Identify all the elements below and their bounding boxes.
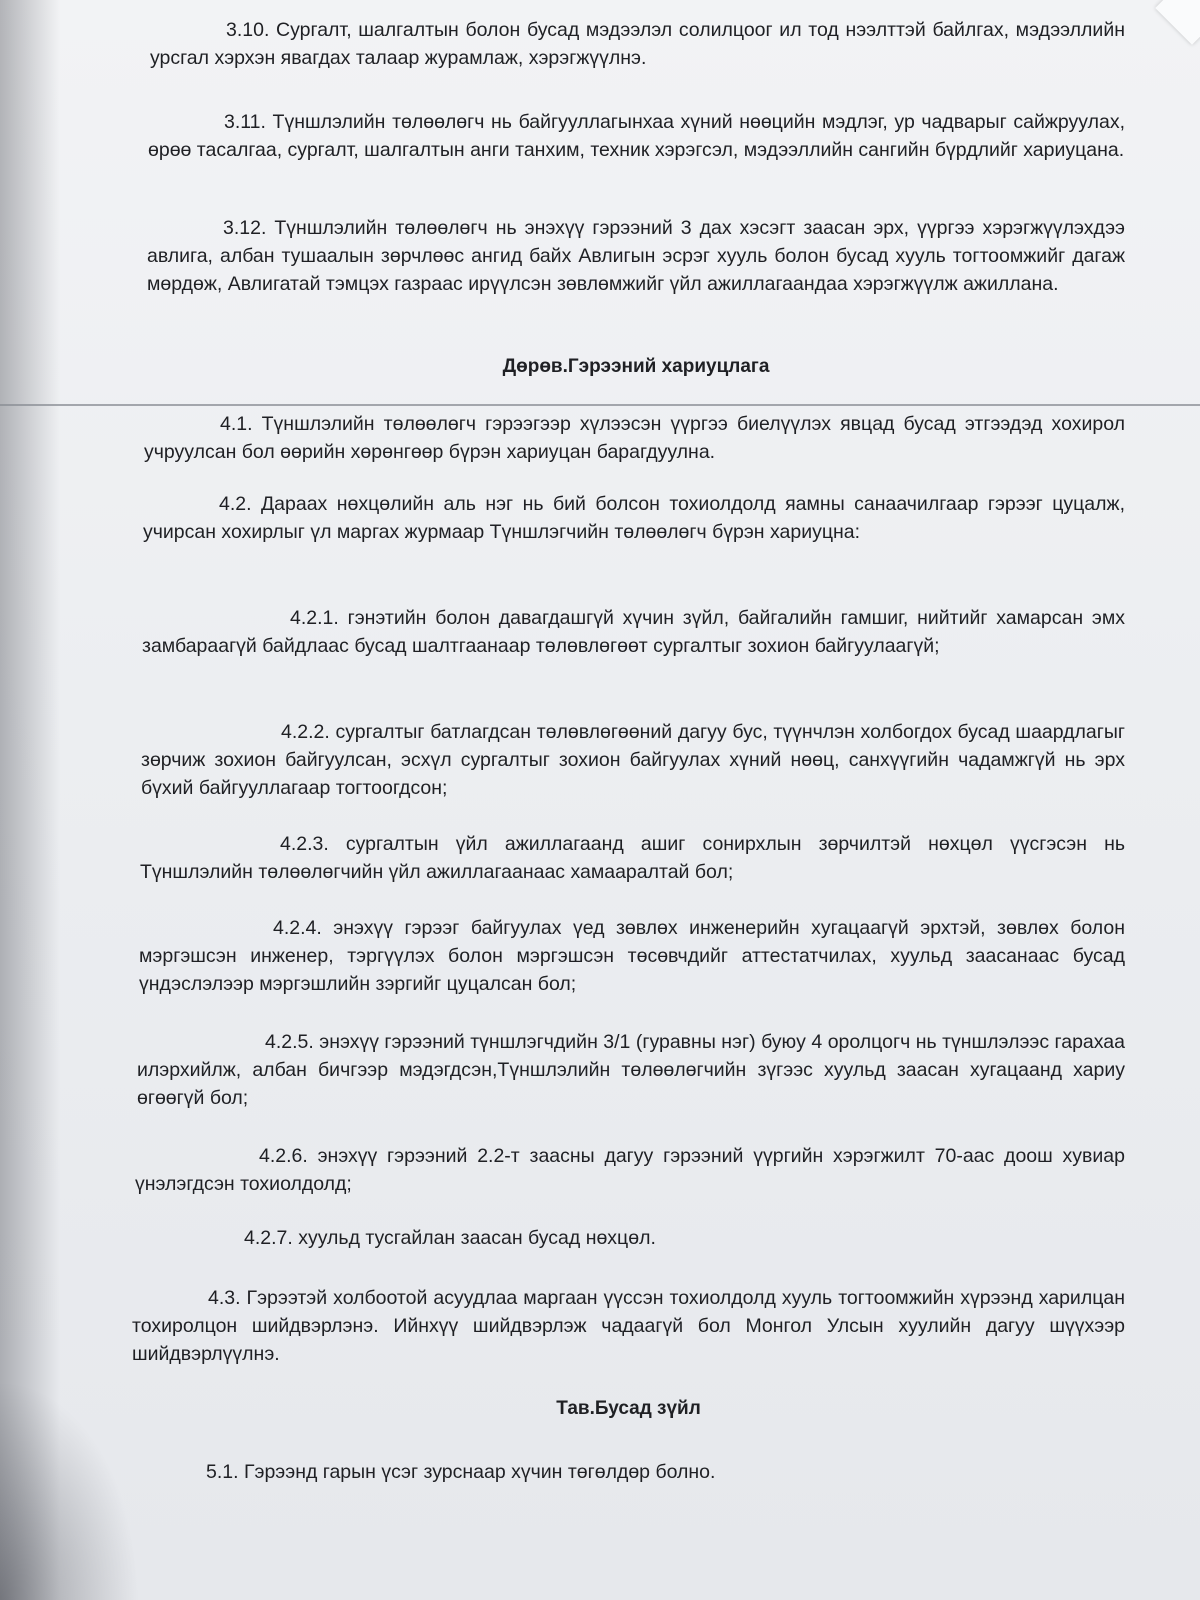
- clause-4-2-4: 4.2.4. энэхүү гэрээг байгуулах үед зөвлөх инженерийн хугацаагүй эрхтэй, зөвлөх болон мэргэшсэн инженер, тэргүүлэх болон мэргэшсэн төсөвчдийг аттестатчилах, хуульд заасанаас бусад үндэслэлээр мэргэшлийн зэргийг цуцалсан бол;: [139, 917, 1125, 995]
- page-shadow-left: [0, 0, 60, 1600]
- clause-4-2-5: 4.2.5. энэхүү гэрээний түншлэгчдийн 3/1 (гуравны нэг) буюу 4 оролцогч нь түншлэлээс гарахаа илэрхийлж, албан бичгээр мэдэгдсэн,Түншлэлийн төлөөлөгчийн зүгээс хуульд заасан хугацаанд хариу өгөөгүй бол;: [137, 1031, 1125, 1109]
- clause-3-12: 3.12. Түншлэлийн төлөөлөгч нь энэхүү гэрээний 3 дах хэсэгт заасан эрх, үүргээ хэрэгжүүлэхдээ авлига, албан тушаалын зөрчлөөс ангид байх Авлигын эсрэг хууль болон бусад хууль тогтоомжийг дагаж мөрдөж, Авлигатай тэмцэх газраас ирүүлсэн зөвлөмжийг үйл ажиллагаандаа хэрэгжүүлж ажиллана.: [147, 217, 1125, 295]
- clause-3-11: 3.11. Түншлэлийн төлөөлөгч нь байгууллагынхаа хүний нөөцийн мэдлэг, ур чадварыг сайжруулах, өрөө тасалгаа, сургалт, шалгалтын анги танхим, техник хэрэгсэл, мэдээллийн сангийн бүрдлийг хариуцана.: [148, 111, 1125, 161]
- clause-4-2-2: 4.2.2. сургалтыг батлагдсан төлөвлөгөөний дагуу бус, түүнчлэн холбогдох бусад шаардлагыг зөрчиж зохион байгуулсан, эсхүл сургалтыг зохион байгуулах хүний нөөц, санхүүгийн чадамжгүй нь эрх бүхий байгууллагаар тогтоогдсон;: [141, 721, 1125, 799]
- clause-4-2-1: 4.2.1. гэнэтийн болон давагдашгүй хүчин зүйл, байгалийн гамшиг, нийтийг хамарсан эмх замбараагүй байдлаас бусад шалтгаанаар төлөвлөгөөт сургалтыг зохион байгуулаагүй;: [142, 607, 1125, 657]
- clause-4-1: 4.1. Түншлэлийн төлөөлөгч гэрээгээр хүлээсэн үүргээ биелүүлэх явцад бусад этгээдэд хохирол учруулсан бол өөрийн хөрөнгөөр бүрэн хариуцан барагдуулна.: [144, 413, 1125, 463]
- clause-4-3: 4.3. Гэрээтэй холбоотой асуудлаа маргаан үүссэн тохиолдолд хууль тогтоомжийн хүрээнд харилцан тохиролцон шийдвэрлэнэ. Ийнхүү шийдвэрлэж чадаагүй бол Монгол Улсын хуулийн дагуу шүүхээр шийдвэрлүүлнэ.: [132, 1287, 1125, 1365]
- clause-3-10: 3.10. Сургалт, шалгалтын болон бусад мэдээлэл солилцоог ил тод нээлттэй байлгах, мэдээллийн урсгал хэрхэн явагдах талаар журамлаж, хэрэгжүүлнэ.: [150, 19, 1125, 69]
- section-4-heading: Дөрөв.Гэрээний хариуцлага: [502, 356, 770, 377]
- section-5-heading: Тав.Бусад зүйл: [556, 1398, 701, 1419]
- clause-4-2: 4.2. Дараах нөхцөлийн аль нэг нь бий болсон тохиолдолд яамны санаачилгаар гэрээг цуцалж, учирсан хохирлыг үл маргах журмаар Түншлэгчийн төлөөлөгч бүрэн хариуцна:: [143, 493, 1125, 543]
- page-shadow-corner: [0, 1380, 140, 1600]
- clause-4-2-7: 4.2.7. хуульд тусгайлан заасан бусад нөхцөл.: [244, 1227, 656, 1249]
- clause-4-2-3: 4.2.3. сургалтын үйл ажиллагаанд ашиг сонирхлын зөрчилтэй нөхцөл үүсгэсэн нь Түншлэлийн төлөөлөгчийн үйл ажиллагаанаас хамааралтай бол;: [140, 833, 1125, 883]
- page-fold-line: [0, 404, 1200, 406]
- clause-5-1: 5.1. Гэрээнд гарын үсэг зурснаар хүчин төгөлдөр болно.: [206, 1461, 716, 1483]
- clause-4-2-6: 4.2.6. энэхүү гэрээний 2.2-т заасны дагуу гэрээний үүргийн хэрэгжилт 70-аас доош хувиар үнэлэгдсэн тохиолдолд;: [135, 1145, 1125, 1195]
- page-corner-fold: [1155, 0, 1200, 45]
